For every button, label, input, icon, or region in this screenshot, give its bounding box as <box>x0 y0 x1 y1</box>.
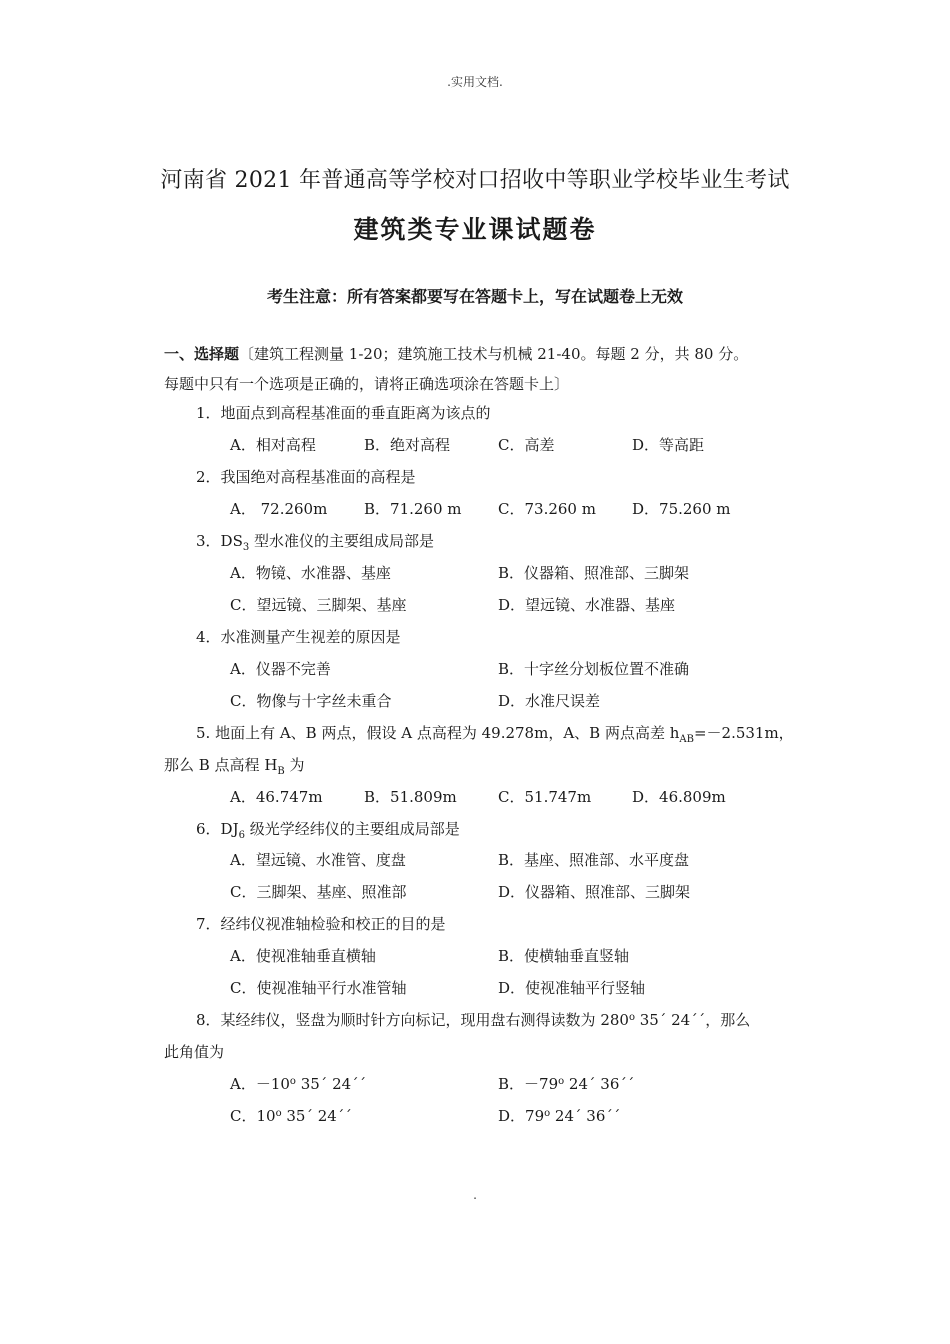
q8-stem-degree: o <box>628 1012 635 1023</box>
question-4-stem: 4．水准测量产生视差的原因是 <box>196 628 401 646</box>
q7-option-c: C．使视准轴平行水准管轴 <box>230 979 407 997</box>
question-7-stem: 7．经纬仪视准轴检验和校正的目的是 <box>196 915 446 933</box>
q5-stem-line2-start: 那么 B 点高程 H <box>164 756 278 774</box>
q7-option-d: D．使视准轴平行竖轴 <box>498 979 646 997</box>
q4-option-d: D．水准尺误差 <box>498 692 601 710</box>
q7-option-a: A．使视准轴垂直横轴 <box>230 947 376 965</box>
q2-option-b: B．71.260 m <box>364 500 462 518</box>
q8-d-value: D．79 <box>498 1107 545 1125</box>
q5-option-a: A．46.747m <box>230 788 323 806</box>
q8-stem-end: 35´ 24´´，那么 <box>634 1011 751 1029</box>
section-description: 〔建筑工程测量 1-20；建筑施工技术与机械 21-40。每题 2 分，共 80 分。 <box>239 345 749 363</box>
question-5-stem <box>196 722 794 745</box>
q8-b-value: B．－79 <box>498 1075 559 1093</box>
q8-stem-start: 8．某经纬仪，竖盘为顺时针方向标记，现用盘右测得读数为 280 <box>196 1011 629 1029</box>
question-1-stem: 1．地面点到高程基准面的垂直距离为该点的 <box>196 404 491 422</box>
q4-option-a: A．仪器不完善 <box>230 660 331 678</box>
q8-c-minutes: 35´ 24´´ <box>281 1107 352 1125</box>
q5-option-b: B．51.809m <box>364 788 457 806</box>
q7-option-b: B．使横轴垂直竖轴 <box>498 947 630 965</box>
q3-option-a: A．物镜、水准器、基座 <box>230 564 391 582</box>
q6-stem-subscript: 6 <box>238 830 245 841</box>
q4-option-b: B．十字丝分划板位置不准确 <box>498 660 690 678</box>
header-note: .实用文档. <box>447 75 503 89</box>
q2-option-c: C．73.260 m <box>498 500 596 518</box>
q6-option-c: C．三脚架、基座、照准部 <box>230 883 407 901</box>
q1-option-d: D．等高距 <box>632 436 705 454</box>
q6-stem-start: 6．DJ <box>196 820 239 838</box>
q5-option-d: D．46.809m <box>632 788 726 806</box>
section-heading-line <box>164 343 748 364</box>
q8-option-d <box>498 1105 620 1126</box>
q8-b-degree: o <box>558 1076 565 1087</box>
footer-note: . <box>473 1188 477 1202</box>
q5-stem-start: 5. 地面上有 A、B 两点，假设 A 点高程为 49.278m，A、B 两点高差 h <box>196 724 680 742</box>
q4-option-c: C．物像与十字丝未重合 <box>230 692 392 710</box>
q8-c-degree: o <box>275 1108 282 1119</box>
q3-option-b: B．仪器箱、照准部、三脚架 <box>498 564 690 582</box>
q5-stem-subscript-ab: AB <box>679 734 694 745</box>
q3-stem-subscript: 3 <box>242 542 250 553</box>
q1-option-a: A．相对高程 <box>230 436 316 454</box>
question-3-stem <box>196 530 434 553</box>
question-6-stem <box>196 818 460 841</box>
q1-option-b: B．绝对高程 <box>364 436 451 454</box>
q6-option-d: D．仪器箱、照准部、三脚架 <box>498 883 691 901</box>
q5-stem-value: =－2.531m， <box>693 724 794 742</box>
q6-stem-end: 级光学经纬仪的主要组成局部是 <box>244 820 460 838</box>
q8-c-value: C．10 <box>230 1107 276 1125</box>
q2-option-d: D．75.260 m <box>632 500 731 518</box>
q2-option-a: A． 72.260m <box>230 500 328 518</box>
q8-option-a <box>230 1073 366 1094</box>
question-2-stem: 2．我国绝对高程基准面的高程是 <box>196 468 416 486</box>
q3-stem-end: 型水准仪的主要组成局部是 <box>249 532 435 550</box>
q5-option-c: C．51.747m <box>498 788 592 806</box>
section-title: 一、选择题 <box>164 345 240 363</box>
question-8-stem-line2: 此角值为 <box>164 1043 225 1061</box>
q5-stem-subscript-b: B <box>277 766 285 777</box>
q8-a-minutes: 35´ 24´´ <box>295 1075 367 1093</box>
q3-option-d: D．望远镜、水准器、基座 <box>498 596 676 614</box>
question-5-stem-line2 <box>164 754 305 777</box>
q8-d-degree: o <box>544 1108 551 1119</box>
q8-option-b <box>498 1073 634 1094</box>
section-description-line2: 每题中只有一个选项是正确的，请将正确选项涂在答题卡上〕 <box>164 375 570 393</box>
exam-subtitle: 建筑类专业课试题卷 <box>353 215 597 244</box>
q8-a-degree: o <box>289 1076 296 1087</box>
q8-d-minutes: 24´ 36´´ <box>550 1107 621 1125</box>
q3-stem-start: 3．DS <box>196 532 243 550</box>
q8-b-minutes: 24´ 36´´ <box>564 1075 635 1093</box>
q5-stem-line2-end: 为 <box>284 756 305 774</box>
q6-option-a: A．望远镜、水准管、度盘 <box>230 851 406 869</box>
q8-a-value: A．－10 <box>230 1075 290 1093</box>
exam-title: 河南省 2021 年普通高等学校对口招收中等职业学校毕业生考试 <box>160 168 790 193</box>
q1-option-c: C．高差 <box>498 436 555 454</box>
q8-option-c <box>230 1105 352 1126</box>
candidate-notice: 考生注意：所有答案都要写在答题卡上，写在试题卷上无效 <box>266 287 683 306</box>
q6-option-b: B．基座、照准部、水平度盘 <box>498 851 690 869</box>
question-8-stem <box>196 1009 750 1030</box>
q3-option-c: C．望远镜、三脚架、基座 <box>230 596 407 614</box>
